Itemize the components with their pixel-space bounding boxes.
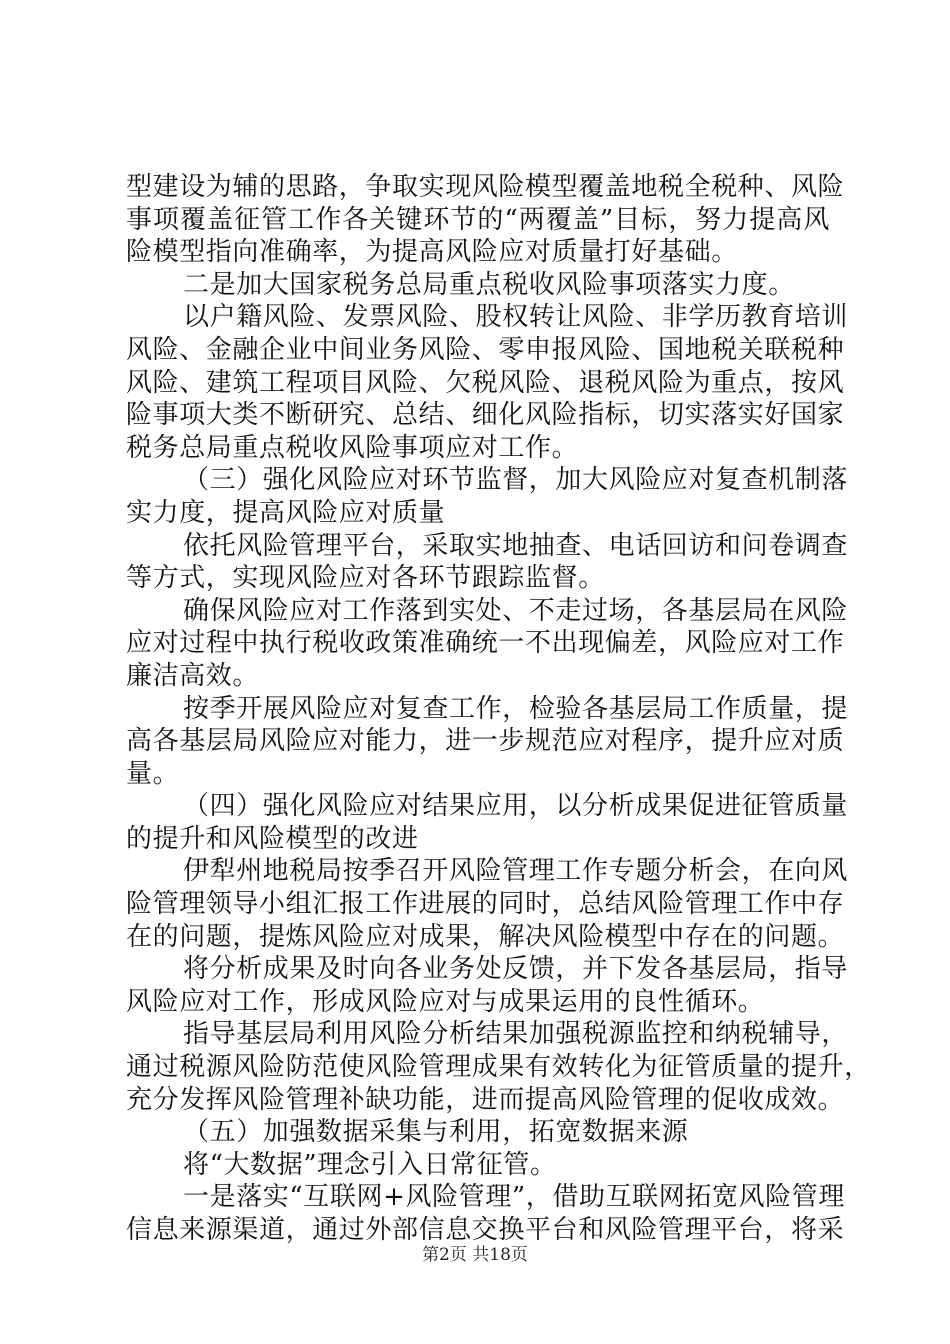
text-line: 通过税源风险防范使风险管理成果有效转化为征管质量的提升， (126, 1052, 871, 1083)
text-line: 高各基层局风险应对能力，进一步规范应对程序，提升应对质 (126, 726, 845, 757)
text-line: 税务总局重点税收风险事项应对工作。 (126, 432, 579, 463)
text-line: 险模型指向准确率，为提高风险应对质量打好基础。 (126, 237, 738, 268)
text-line: 依托风险管理平台，采取实地抽查、电话回访和问卷调查 (183, 530, 849, 561)
document-body (126, 171, 871, 1247)
text-line: （五）加强数据采集与利用，拓宽数据来源 (183, 1117, 689, 1148)
text-line: 充分发挥风险管理补缺功能，进而提高风险管理的促收成效。 (126, 1084, 845, 1115)
text-line: 事项覆盖征管工作各关键环节的“两覆盖”目标，努力提高风 (126, 204, 830, 235)
text-line: 险事项大类不断研究、总结、细化风险指标，切实落实好国家 (126, 400, 845, 431)
text-line: 伊犁州地税局按季召开风险管理工作专题分析会，在向风 (183, 856, 849, 887)
text-line: 确保风险应对工作落到实处、不走过场，各基层局在风险 (183, 595, 849, 626)
text-line: 以户籍风险、发票风险、股权转让风险、非学历教育培训 (183, 302, 849, 333)
text-line: 将分析成果及时向各业务处反馈，并下发各基层局，指导 (183, 954, 849, 985)
text-line: 信息来源渠道，通过外部信息交换平台和风险管理平台，将采 (126, 1215, 845, 1245)
text-line: 实力度，提高风险应对质量 (126, 497, 446, 528)
text-line: 一是落实“互联网+风险管理”，借助互联网拓宽风险管理 (183, 1182, 845, 1213)
text-line: （三）强化风险应对环节监督，加大风险应对复查机制落 (183, 465, 849, 496)
text-line: 在的问题，提炼风险应对成果，解决风险模型中存在的问题。 (126, 921, 845, 952)
text-line: 量。 (126, 758, 180, 789)
text-line: 的提升和风险模型的改进 (126, 823, 419, 854)
text-line: 二是加大国家税务总局重点税收风险事项落实力度。 (183, 269, 795, 300)
page-footer: 第2页 共18页 (422, 1245, 528, 1265)
text-line: 风险、金融企业中间业务风险、零申报风险、国地税关联税种 (126, 334, 845, 365)
text-line: 风险、建筑工程项目风险、欠税风险、退税风险为重点，按风 (126, 367, 845, 398)
text-line: 等方式，实现风险应对各环节跟踪监督。 (126, 563, 605, 594)
text-line: 型建设为辅的思路，争取实现风险模型覆盖地税全税种、风险 (126, 172, 845, 202)
text-line: 险管理领导小组汇报工作进展的同时，总结风险管理工作中存 (126, 889, 845, 920)
text-line: 风险应对工作，形成风险应对与成果运用的良性循环。 (126, 986, 765, 1017)
text-line: 应对过程中执行税收政策准确统一不出现偏差，风险应对工作 (126, 628, 845, 659)
text-line: 廉洁高效。 (126, 660, 260, 691)
text-line: 按季开展风险应对复查工作，检验各基层局工作质量，提 (183, 693, 849, 724)
text-line: 将“大数据”理念引入日常征管。 (183, 1149, 557, 1180)
text-line: （四）强化风险应对结果应用，以分析成果促进征管质量 (183, 791, 849, 822)
text-line: 指导基层局利用风险分析结果加强税源监控和纳税辅导， (183, 1019, 849, 1050)
